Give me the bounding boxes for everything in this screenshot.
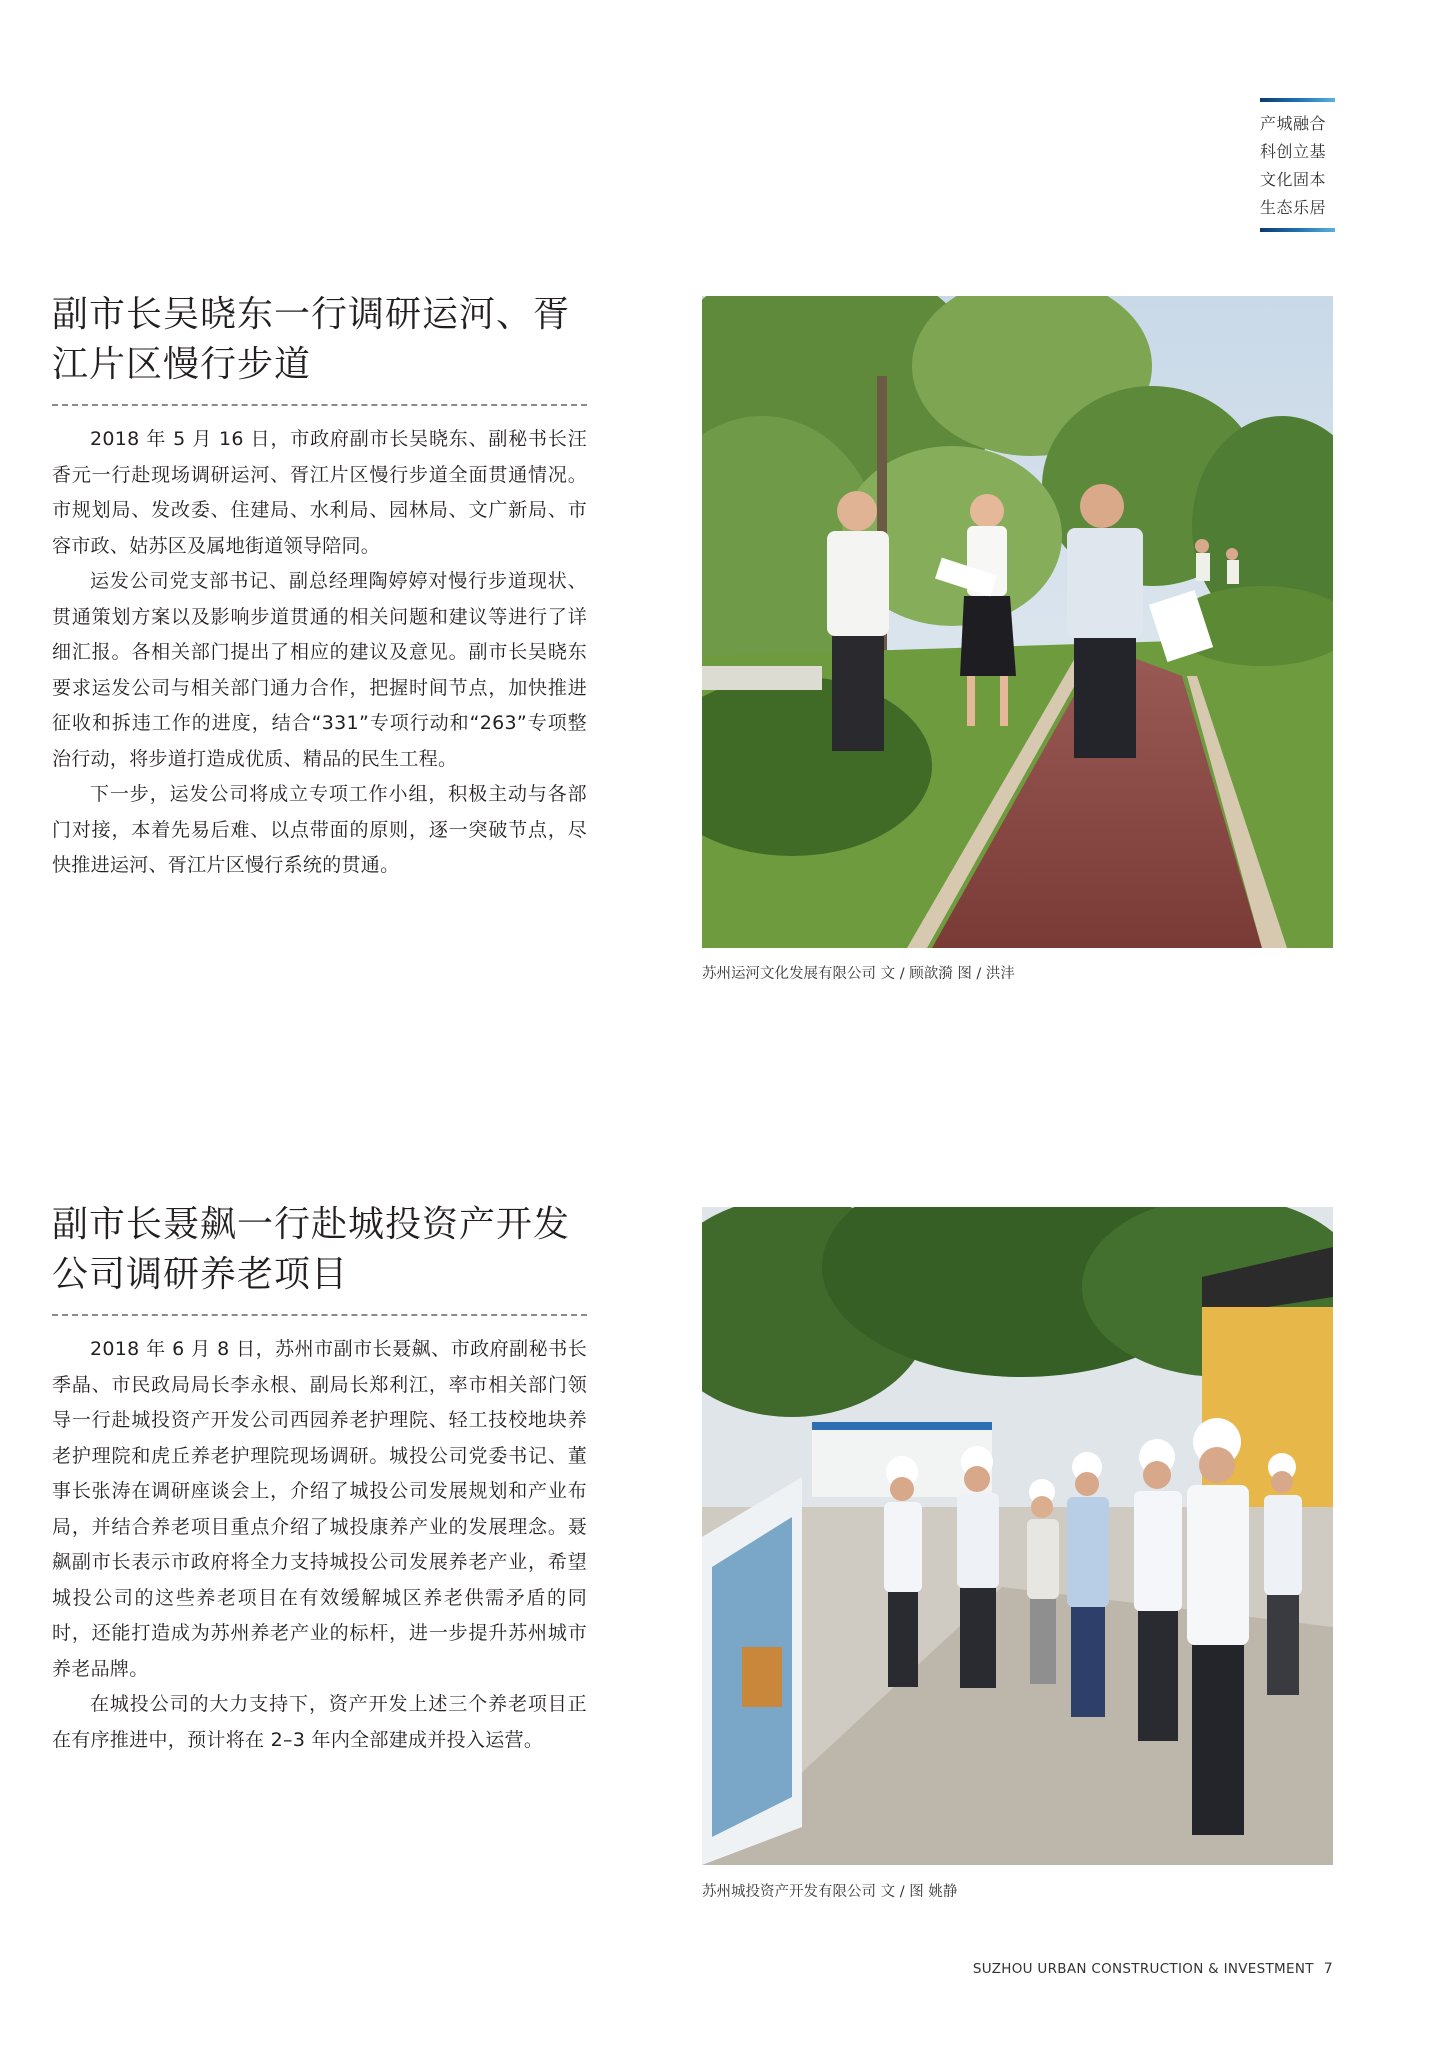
page-number: 7: [1323, 1961, 1333, 1977]
site-visit-photo-image: [702, 1207, 1333, 1865]
walkway-photo-image: [702, 296, 1333, 948]
article-body: [52, 1332, 587, 1758]
title-line: 副市长吴晓东一行调研运河、胥: [52, 294, 571, 335]
article-title: [52, 290, 587, 390]
section-motto: [1260, 98, 1335, 232]
motto-item: 文化固本: [1260, 170, 1327, 189]
motto-list: [1260, 110, 1335, 222]
dashed-divider: [52, 404, 587, 406]
magazine-name: SUZHOU URBAN CONSTRUCTION & INVESTMENT: [972, 1961, 1314, 1977]
paragraph: 在城投公司的大力支持下，资产开发上述三个养老项目正在有序推进中，预计将在 2–3 年内全部建成并投入运营。: [52, 1693, 587, 1751]
photo-caption: 苏州城投资产开发有限公司 文 / 图 姚静: [702, 1884, 958, 1900]
photo-walkway-inspection: [702, 296, 1333, 948]
title-line: 副市长聂飙一行赴城投资产开发: [52, 1204, 571, 1245]
motto-item: 科创立基: [1260, 142, 1327, 161]
dashed-divider: [52, 1314, 587, 1316]
motto-item: 产城融合: [1260, 114, 1327, 133]
motto-top-bar: [1260, 98, 1335, 102]
motto-item: 生态乐居: [1260, 198, 1327, 217]
page-footer: [973, 1961, 1333, 1977]
paragraph: 2018 年 5 月 16 日，市政府副市长吴晓东、副秘书长汪香元一行赴现场调研运河、胥江片区慢行步道全面贯通情况。市规划局、发改委、住建局、水利局、园林局、文广新局、市容市政、姑苏区及属地街道领导陪同。: [52, 428, 587, 557]
article-title: [52, 1200, 587, 1300]
article-1: [52, 290, 587, 884]
paragraph: 2018 年 6 月 8 日，苏州市副市长聂飙、市政府副秘书长季晶、市民政局局长李永根、副局长郑利江，率市相关部门领导一行赴城投资产开发公司西园养老护理院、轻工技校地块养老护理院和虎丘养老护理院现场调研。城投公司党委书记、董事长张涛在调研座谈会上，介绍了城投公司发展规划和产业布局，并结合养老项目重点介绍了城投康养产业的发展理念。聂飙副市长表示市政府将全力支持城投公司发展养老产业，希望城投公司的这些养老项目在有效缓解城区养老供需矛盾的同时，还能打造成为苏州养老产业的标杆，进一步提升苏州城市养老品牌。: [52, 1338, 587, 1680]
paragraph: 下一步，运发公司将成立专项工作小组，积极主动与各部门对接，本着先易后难、以点带面的原则，逐一突破节点，尽快推进运河、胥江片区慢行系统的贯通。: [52, 783, 587, 876]
title-line: 公司调研养老项目: [52, 1254, 349, 1295]
motto-bottom-bar: [1260, 228, 1335, 232]
article-2: [52, 1200, 587, 1758]
paragraph: 运发公司党支部书记、副总经理陶婷婷对慢行步道现状、贯通策划方案以及影响步道贯通的相关问题和建议等进行了详细汇报。各相关部门提出了相应的建议及意见。副市长吴晓东要求运发公司与相关部门通力合作，把握时间节点，加快推进征收和拆违工作的进度，结合“331”专项行动和“263”专项整治行动，将步道打造成优质、精品的民生工程。: [52, 570, 587, 770]
article-body: [52, 422, 587, 884]
photo-caption: 苏州运河文化发展有限公司 文 / 顾歆漪 图 / 洪沣: [702, 966, 1015, 982]
photo-elderly-care-project-visit: [702, 1207, 1333, 1865]
title-line: 江片区慢行步道: [52, 344, 312, 385]
